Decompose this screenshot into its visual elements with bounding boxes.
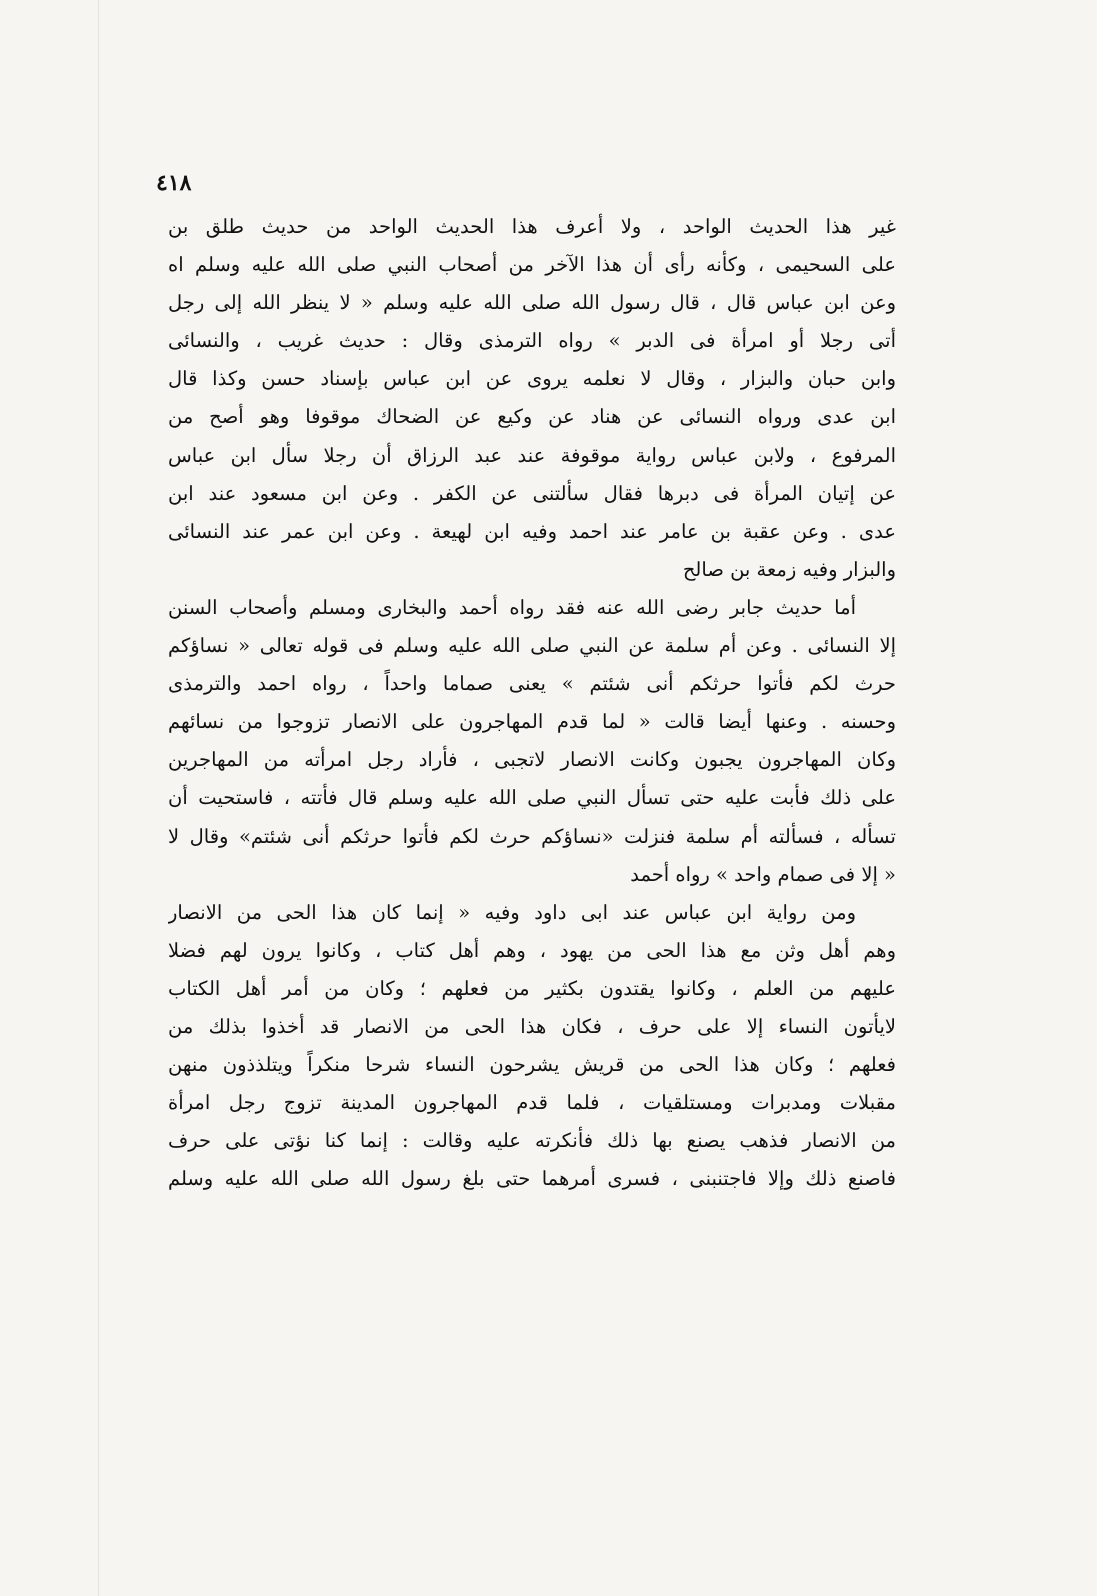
text-line: وابن حبان والبزار ، وقال لا نعلمه يروى عن ابن عباس بإسناد حسن وكذا قال bbox=[168, 367, 896, 391]
text-line: فاصنع ذلك وإلا فاجتنبنى ، فسرى أمرهما حتى بلغ رسول الله صلى الله عليه وسلم bbox=[168, 1167, 896, 1191]
text-line: أتى رجلا أو امرأة فى الدبر » رواه الترمذى وقال : حديث غريب ، والنسائى bbox=[168, 329, 896, 353]
text-line: غير هذا الحديث الواحد ، ولا أعرف هذا الحديث الواحد من حديث طلق بن bbox=[168, 215, 896, 238]
text-line: مقبلات ومدبرات ومستلقيات ، فلما قدم المهاجرون المدينة تزوج رجل امرأة bbox=[168, 1091, 896, 1115]
page-fold-line bbox=[98, 0, 99, 1596]
text-line: وحسنه . وعنها أيضا قالت « لما قدم المهاجرون على الانصار تزوجوا من نسائهم bbox=[168, 710, 896, 734]
text-line: والبزار وفيه زمعة بن صالح bbox=[682, 557, 896, 581]
text-line: فعلهم ؛ وكان هذا الحى من قريش يشرحون النساء شرحا منكراً ويتلذذون منهن bbox=[168, 1053, 896, 1077]
text-line: لايأتون النساء إلا على حرف ، فكان هذا الحى من الانصار قد أخذوا بذلك من bbox=[168, 1014, 896, 1038]
page-number: ٤١٨ bbox=[156, 170, 192, 196]
text-line: « إلا فى صمام واحد » رواه أحمد bbox=[630, 862, 896, 886]
text-line: عن إتيان المرأة فى دبرها فقال سألتنى عن الكفر . وعن ابن مسعود عند ابن bbox=[168, 481, 896, 505]
text-line: المرفوع ، ولابن عباس رواية موقوفة عند عبد الرزاق أن رجلا سأل ابن عباس bbox=[168, 443, 896, 467]
text-line: وعن ابن عباس قال ، قال رسول الله صلى الله عليه وسلم « لا ينظر الله إلى رجل bbox=[168, 291, 896, 315]
text-line: إلا النسائى . وعن أم سلمة عن النبي صلى الله عليه وسلم فى قوله تعالى « نساؤكم bbox=[168, 634, 896, 658]
text-line: عدى . وعن عقبة بن عامر عند احمد وفيه ابن لهيعة . وعن ابن عمر عند النسائى bbox=[168, 519, 896, 543]
text-line: أما حديث جابر رضى الله عنه فقد رواه أحمد والبخارى ومسلم وأصحاب السنن bbox=[168, 595, 856, 619]
text-line: وهم أهل وثن مع هذا الحى من يهود ، وهم أهل كتاب ، وكانوا يرون لهم فضلا bbox=[168, 938, 896, 962]
text-line: على ذلك فأبت عليه حتى تسأل النبي صلى الله عليه وسلم قال فأتته ، فاستحيت أن bbox=[168, 786, 896, 810]
text-line: على السحيمى ، وكأنه رأى أن هذا الآخر من أصحاب النبي صلى الله عليه وسلم اه bbox=[168, 253, 896, 277]
text-line: من الانصار فذهب يصنع بها ذلك فأنكرته عليه وقالت : إنما كنا نؤتى على حرف bbox=[168, 1129, 896, 1153]
text-line: ومن رواية ابن عباس عند ابى داود وفيه « إنما كان هذا الحى من الانصار bbox=[168, 900, 856, 924]
text-line: ابن عدى ورواه النسائى عن هناد عن وكيع عن الضحاك موقوفا وهو أصح من bbox=[168, 405, 896, 429]
text-line: تسأله ، فسألته أم سلمة فنزلت «نساؤكم حرث لكم فأتوا حرثكم أنى شئتم» وقال لا bbox=[168, 824, 896, 848]
text-line: وكان المهاجرون يجبون وكانت الانصار لاتجبى ، فأراد رجل امرأته من المهاجرين bbox=[168, 748, 896, 772]
text-line: عليهم من العلم ، وكانوا يقتدون بكثير من فعلهم ؛ وكان من أمر أهل الكتاب bbox=[168, 976, 896, 1000]
body-text bbox=[168, 208, 896, 1198]
text-line: حرث لكم فأتوا حرثكم أنى شئتم » يعنى صماما واحداً ، رواه احمد والترمذى bbox=[168, 672, 896, 696]
